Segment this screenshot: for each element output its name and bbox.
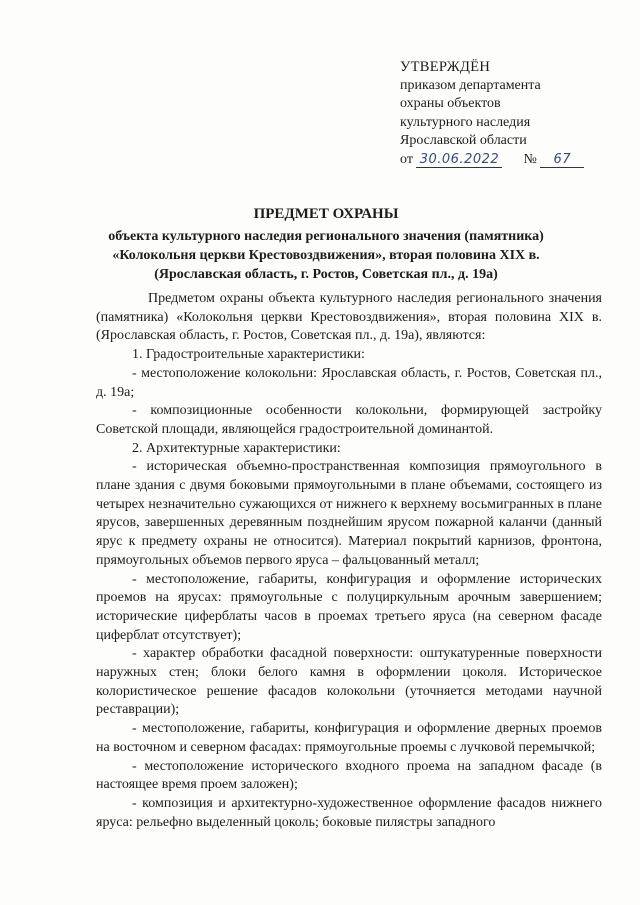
body-paragraph: - историческая объемно-пространственная композиция прямоугольного в плане здания с двумя боковыми прямоугольными в плане объемами, состоящего из четырех незначительно сужающихся от нижнего к верхнему восьмигранных в плане ярусов, завершенных деревянным позднейшим ярусом пожарной каланчи (данный ярус к предмету охраны не относится). Материал покрытий карнизов, фронтона, прямоугольных объемов первого яруса – фальцованный металл; [96, 459, 602, 568]
body-paragraph: - характер обработки фасадной поверхности: оштукатуренные поверхности наружных стен; блоки белого камня в оформлении цоколя. Историческое колористическое решение фасадов колокольни (уточняется методами научной реставрации); [96, 646, 602, 718]
approval-date-line [400, 151, 600, 170]
document-title [96, 205, 556, 284]
body-paragraph: - местоположение колокольни: Ярославская область, г. Ростов, Советская пл., д. 19а; [96, 365, 602, 400]
handwritten-date: 30.06.2022 [416, 153, 502, 168]
body-paragraph: - местоположение исторического входного проема на западном фасаде (в настоящее время проем заложен); [96, 758, 602, 793]
approval-stamp [400, 58, 600, 169]
number-prefix: № [523, 151, 537, 167]
body-paragraph: - местоположение, габариты, конфигурация и оформление дверных проемов на восточном и северном фасадах: прямоугольные проемы с лучковой перемычкой; [96, 721, 602, 755]
document-body [96, 290, 602, 832]
approval-line: культурного наследия [400, 114, 531, 130]
body-paragraph: Предметом охраны объекта культурного наследия регионального значения (памятника) «Колокольня церкви Крестовоздвижения», вторая половина XIX в. (Ярославская область, г. Ростов, Советская пл., д. 19а), являются: [96, 291, 602, 344]
handwritten-number: 67 [540, 153, 584, 168]
body-paragraph: - композиционные особенности колокольни, формирующей застройку Советской площади, являющейся градостроительной доминантой. [96, 403, 602, 437]
title-line: объекта культурного наследия регионального значения (памятника) [108, 229, 544, 244]
section-heading: 1. Градостроительные характеристики: [132, 347, 365, 363]
approval-line: Ярославской области [400, 133, 527, 148]
body-paragraph: - композиция и архитектурно-художественное оформление фасадов нижнего яруса: рельефно выделенный цоколь; боковые пилястры западного [96, 795, 602, 830]
title-line: (Ярославская область, г. Ростов, Советская пл., д. 19а) [154, 267, 498, 282]
approval-heading: УТВЕРЖДЁН [400, 59, 491, 75]
section-heading: 2. Архитектурные характеристики: [132, 440, 341, 456]
approval-line: приказом департамента [400, 77, 541, 93]
title-heading: ПРЕДМЕТ ОХРАНЫ [253, 206, 399, 222]
body-paragraph: - местоположение, габариты, конфигурация и оформление исторических проемов на ярусах: прямоугольные с полуциркульным арочным завершением; исторические циферблаты часов в проемах третьего яруса (на северном фасаде циферблат отсутствует); [96, 571, 602, 643]
title-line: «Колокольня церкви Крестовоздвижения», вторая половина XIX в. [112, 248, 540, 263]
approval-line: охраны объектов [400, 96, 501, 111]
date-prefix: от [400, 151, 413, 167]
